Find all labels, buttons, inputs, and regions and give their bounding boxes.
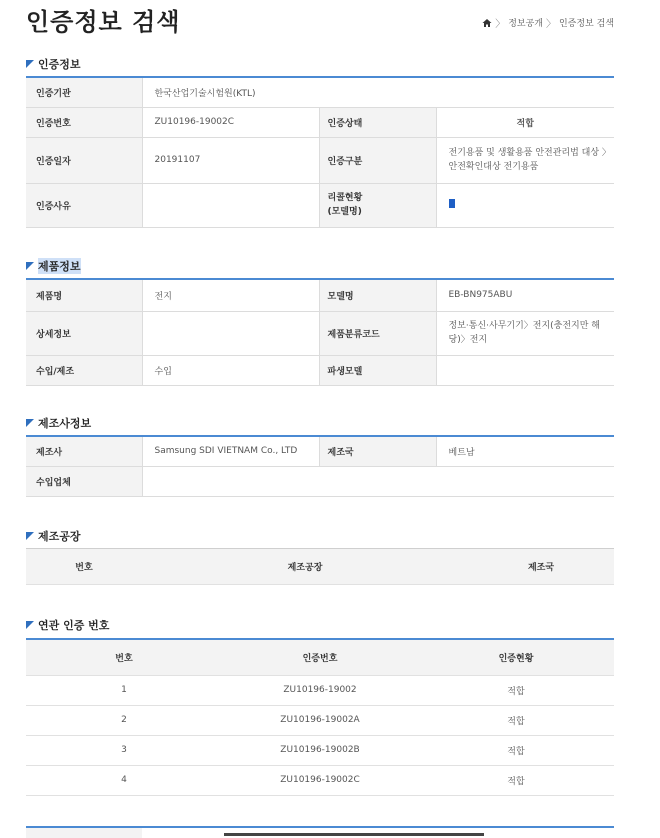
cert-status-label: 인증상태	[319, 107, 436, 137]
derived-model-value	[436, 355, 614, 385]
row-status: 적합	[418, 765, 614, 795]
col-country: 제조국	[468, 549, 614, 585]
cert-date-label: 인증일자	[26, 137, 142, 183]
triangle-bullet-icon	[26, 532, 34, 540]
col-no: 번호	[26, 639, 222, 675]
recall-value[interactable]	[436, 183, 614, 227]
related-table-header	[26, 639, 614, 675]
cert-date-value: 20191107	[142, 137, 319, 183]
section-title-maker: 제조사정보	[26, 415, 91, 431]
breadcrumb	[482, 15, 614, 30]
cert-org-value: 한국산업기술시험원(KTL)	[142, 77, 614, 107]
col-factory: 제조공장	[142, 549, 468, 585]
row-no: 1	[26, 675, 222, 705]
cert-org-label: 인증기관	[26, 77, 142, 107]
table-row[interactable]	[26, 765, 614, 795]
row-cert-no[interactable]: ZU10196-19002B	[222, 735, 418, 765]
related-cert-table	[26, 638, 614, 796]
cert-type-label: 인증구분	[319, 137, 436, 183]
model-value: EB-BN975ABU	[436, 279, 614, 311]
import-value: 수입	[142, 355, 319, 385]
importer-label: 수입업체	[26, 466, 142, 496]
row-cert-no[interactable]: ZU10196-19002	[222, 675, 418, 705]
triangle-bullet-icon	[26, 419, 34, 427]
importer-value	[142, 466, 614, 496]
row-status: 적합	[418, 705, 614, 735]
recall-link-marker[interactable]	[449, 199, 455, 208]
import-label: 수입/제조	[26, 355, 142, 385]
section-title-cert: 인증정보	[26, 56, 81, 72]
table-row[interactable]	[26, 675, 614, 705]
maker-value: Samsung SDI VIETNAM Co., LTD	[142, 436, 319, 466]
maker-info-table	[26, 435, 614, 497]
maker-label: 제조사	[26, 436, 142, 466]
breadcrumb-item-info[interactable]: 정보공개	[508, 19, 543, 29]
cert-type-value: 전기용품 및 생활용품 안전관리법 대상 〉안전확인대상 전기용품	[436, 137, 614, 183]
cert-reason-value	[142, 183, 319, 227]
next-table-header-cell	[26, 828, 142, 838]
cert-reason-label: 인증사유	[26, 183, 142, 227]
product-name-value: 전지	[142, 279, 319, 311]
triangle-bullet-icon	[26, 60, 34, 68]
triangle-bullet-icon	[26, 262, 34, 270]
class-code-value: 정보·통신·사무기기〉전지(충전지만 해당)〉전지	[436, 311, 614, 355]
cert-no-value: ZU10196-19002C	[142, 107, 319, 137]
row-cert-no[interactable]: ZU10196-19002C	[222, 765, 418, 795]
col-no: 번호	[26, 549, 142, 585]
next-table-dark-strip	[224, 833, 484, 836]
chevron-right-icon: 〉	[495, 19, 506, 30]
triangle-bullet-icon	[26, 621, 34, 629]
row-status: 적합	[418, 735, 614, 765]
row-status: 적합	[418, 675, 614, 705]
row-no: 2	[26, 705, 222, 735]
cert-info-table	[26, 76, 614, 228]
table-row[interactable]	[26, 735, 614, 765]
breadcrumb-item-cert-search[interactable]: 인증정보 검색	[558, 19, 614, 29]
country-label: 제조국	[319, 436, 436, 466]
class-code-label: 제품분류코드	[319, 311, 436, 355]
recall-label: 리콜현황 (모델명)	[319, 183, 436, 227]
section-title-factory: 제조공장	[26, 528, 81, 544]
detail-label: 상세정보	[26, 311, 142, 355]
page-title: 인증정보 검색	[26, 8, 181, 36]
section-title-related: 연관 인증 번호	[26, 617, 109, 633]
country-value: 베트남	[436, 436, 614, 466]
table-row[interactable]	[26, 705, 614, 735]
product-name-label: 제품명	[26, 279, 142, 311]
cert-no-label: 인증번호	[26, 107, 142, 137]
row-no: 4	[26, 765, 222, 795]
next-table-fragment	[26, 826, 614, 838]
cert-status-value: 적합	[436, 107, 614, 137]
model-label: 모델명	[319, 279, 436, 311]
factory-table-header	[26, 549, 614, 585]
detail-value	[142, 311, 319, 355]
home-icon[interactable]	[482, 18, 492, 28]
chevron-right-icon: 〉	[545, 19, 556, 30]
col-cert-no: 인증번호	[222, 639, 418, 675]
derived-model-label: 파생모델	[319, 355, 436, 385]
col-cert-status: 인증현황	[418, 639, 614, 675]
product-info-table	[26, 278, 614, 386]
section-title-product: 제품정보	[26, 258, 81, 274]
factory-table	[26, 548, 614, 585]
row-no: 3	[26, 735, 222, 765]
row-cert-no[interactable]: ZU10196-19002A	[222, 705, 418, 735]
